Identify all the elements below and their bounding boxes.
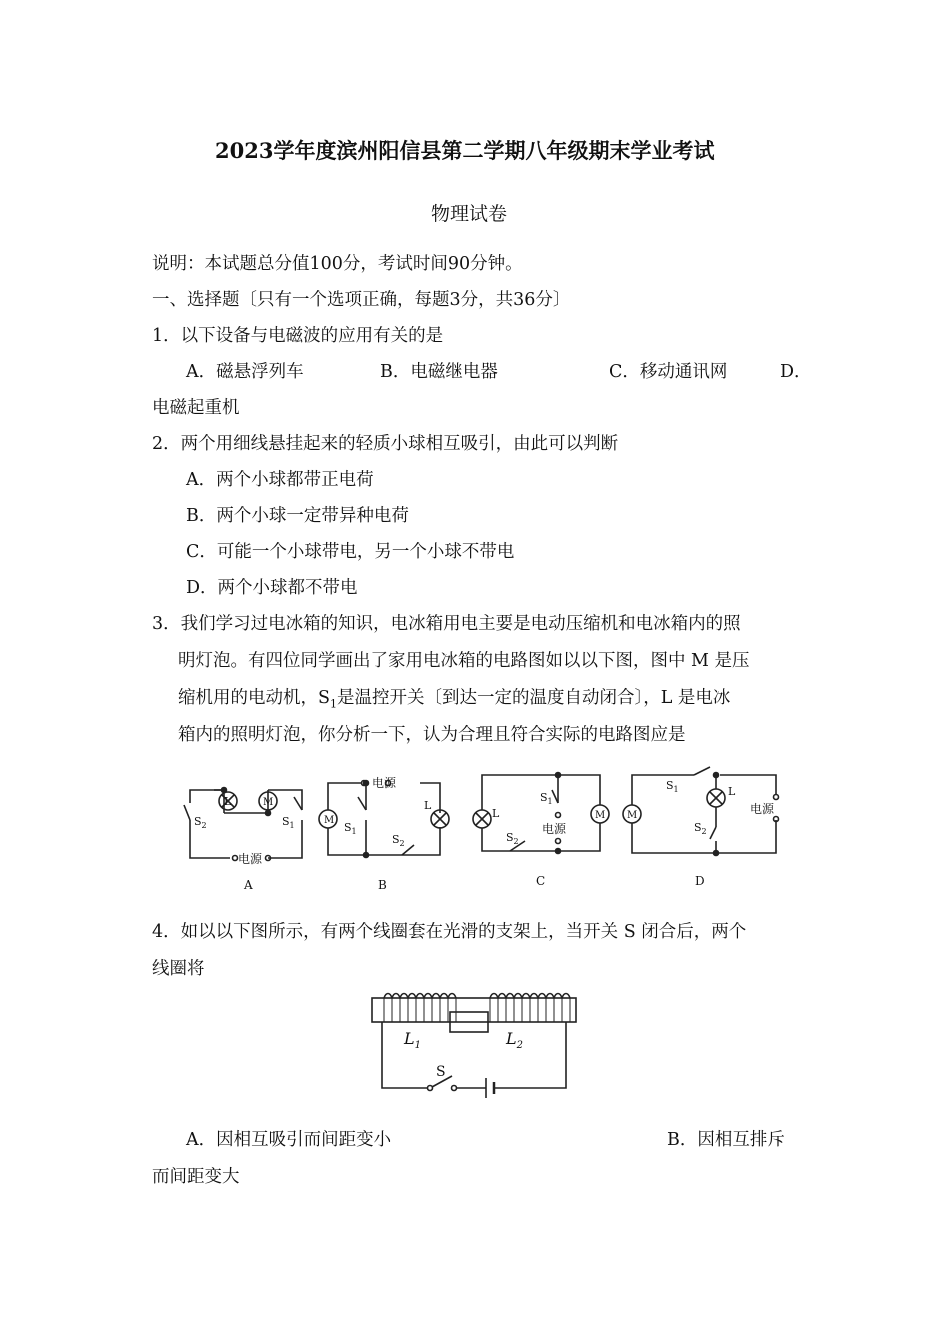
q3-line1: 3．我们学习过电冰箱的知识，电冰箱用电主要是电动压缩机和电冰箱内的照 [152,614,741,634]
q1-option-a: A．磁悬浮列车 [186,362,304,382]
lamp-label-a: L [224,795,232,808]
figure-label-d: D [695,874,705,888]
s2-label-b: $S_2$ [392,833,405,848]
q2-option-d: D．两个小球都不带电 [186,578,358,598]
wire-right [494,1022,566,1088]
q1-option-d-text: 电磁起重机 [152,398,240,418]
switch-s1-a [294,797,302,810]
section-heading: 一、选择题〔只有一个选项正确，每题3分，共36分〕 [152,290,571,310]
q2-option-c: C．可能一个小球带电，另一个小球不带电 [186,542,515,562]
q1-stem: 1．以下设备与电磁波的应用有关的是 [152,326,444,346]
motor-label-c: M [595,810,606,821]
switch-s2-d [710,827,716,839]
s1-label-c: $S_1$ [540,791,553,806]
figure-label-c: C [536,874,546,888]
motor-label-b: M [324,815,335,826]
power-label-a: 电源 [238,852,263,866]
q1-option-c: C．移动通讯网 [609,362,728,382]
q1-option-b: B．电磁继电器 [380,362,498,382]
l2-label: $L_2$ [506,1029,523,1051]
switch-s1-d [694,767,710,775]
power-label-c: 电源 [542,822,567,836]
q4-line1: 4．如以以下图所示，有两个线圈套在光滑的支架上，当开关 S 闭合后，两个 [152,922,747,942]
l1-label: $L_1$ [404,1029,421,1051]
page-title: 2023学年度滨州阳信县第二学期八年级期末学业考试 [215,138,715,163]
q4-option-b-text: 而间距变大 [152,1167,240,1187]
figure-label-b: B [378,878,387,892]
q2-option-b: B．两个小球一定带异种电荷 [186,506,409,526]
motor-label-d: M [627,810,638,821]
motor-label-a: M [263,797,274,808]
q3-line2: 明灯泡。有四位同学画出了家用电冰箱的电路图如以以下图，图中 M 是压 [178,651,750,671]
switch-s1-c [552,790,558,803]
support-rail [372,998,576,1022]
lamp-label-c: L [492,807,500,820]
power-label-d: 电源 [750,802,775,816]
switch-s1-b [358,797,366,810]
q2-stem: 2．两个用细线悬挂起来的轻质小球相互吸引，由此可以判断 [152,434,619,454]
switch-label: S [436,1064,446,1080]
s1-label-b: $S_1$ [344,821,357,836]
s1-label-d: $S_1$ [666,779,679,794]
s2-label-a: $S_2$ [194,815,207,830]
q3-circuit-figure [180,765,780,895]
instructions: 说明：本试题总分值100分，考试时间90分钟。 [152,254,523,274]
q4-coil-figure [368,990,584,1102]
q1-option-d: D． [780,362,812,382]
figure-label-a: A [244,878,253,892]
s1-label-a: $S_1$ [282,815,295,830]
s2-label-c: $S_2$ [506,831,519,846]
lamp-label-b: L [424,799,432,812]
q3-line3: 缩机用的电动机，$S_1$是温控开关〔到达一定的温度自动闭合〕，L 是电冰 [178,688,731,711]
page-subtitle: 物理试卷 [431,203,508,225]
q4-line2: 线圈将 [152,959,205,979]
switch-s2-a [184,805,190,820]
q2-option-a: A．两个小球都带正电荷 [186,470,374,490]
q4-option-a: A．因相互吸引而间距变小 [186,1130,392,1150]
power-label-b: 电源 [372,776,397,790]
s2-label-d: $S_2$ [694,821,707,836]
q4-option-b: B．因相互排斥 [667,1130,785,1150]
circuit-b [319,781,449,858]
lamp-label-d: L [728,785,736,798]
q3-line4: 箱内的照明灯泡，你分析一下，认为合理且符合实际的电路图应是 [178,725,686,745]
